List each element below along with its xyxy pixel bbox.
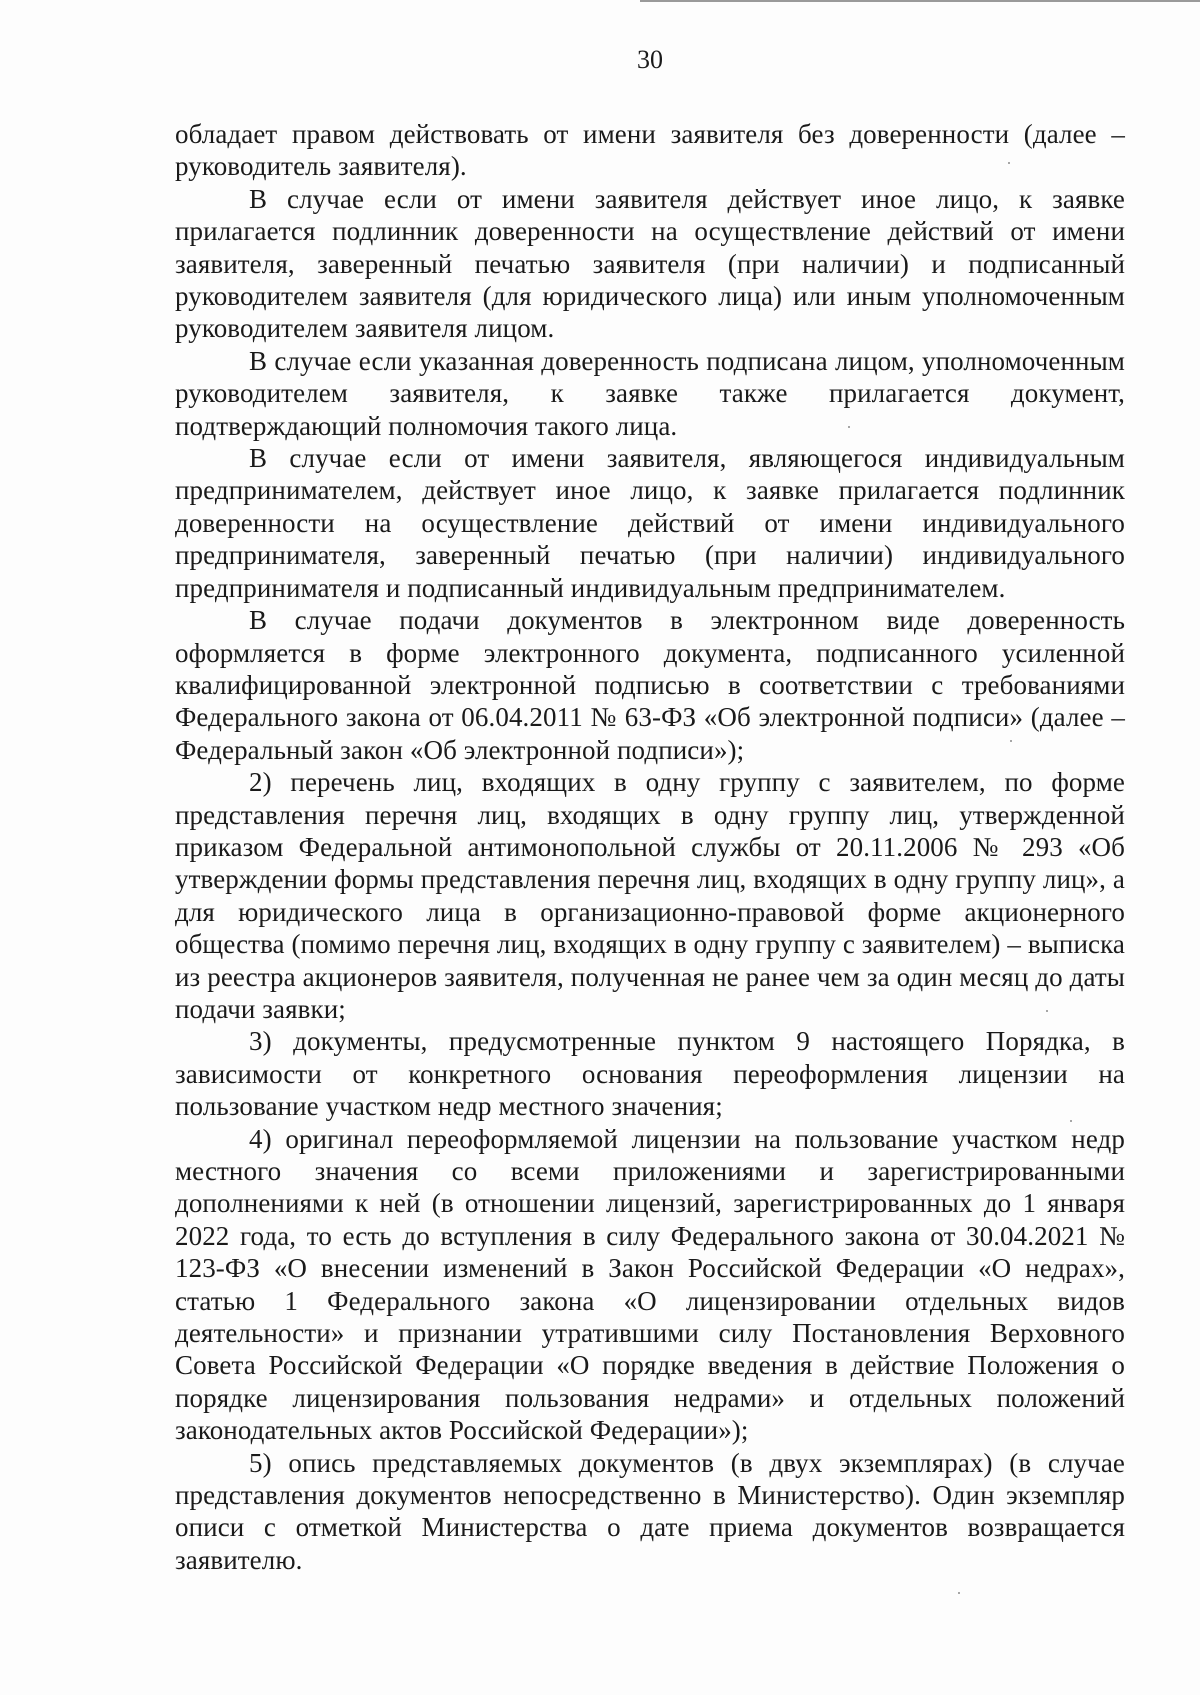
page-number: 30 [637,45,663,74]
scan-top-edge [640,0,1200,2]
scan-speck [1070,1120,1072,1122]
scan-speck [1010,740,1012,742]
paragraph-electronic-documents: В случае подачи документов в электронном виде доверенность оформляется в форме электронного документа, подписанного усиленной квалифицированной электронной подписью в соответствии с требованиями Федерального закона от 06.04.2011 № 63-ФЗ «Об электронной подписи» (далее – Федеральный закон «Об электронной подписи»); [175,605,1125,765]
list-item-4: 4) оригинал переоформляемой лицензии на пользование участком недр местного значения со всеми приложениями и зарегистрированными дополнениями к ней (в отношении лицензий, зарегистрированных до 1 января 2022 года, то есть до вступления в силу Федерального закона от 30.04.2021 № 123-ФЗ «О внесении изменений в Закон Российской Федерации «О недрах», статью 1 Федерального закона «О лицензировании отдельных видов деятельности» и признании утратившими силу Постановления Верховного Совета Российской Федерации «О порядке введения в действие Положения о порядке лицензирования пользования недрами» и отдельных положений законодательных актов Российской Федерации»); [175,1123,1125,1446]
paragraph-proxy-signed-by-authorized: В случае если указанная доверенность подписана лицом, уполномоченным руководителем заявителя, к заявке также прилагается документ, подтверждающий полномочия такого лица. [175,345,1125,441]
scan-speck [1008,162,1010,164]
scan-speck [1046,1010,1048,1012]
scan-speck [958,1592,960,1594]
paragraph-proxy-other-person: В случае если от имени заявителя действует иное лицо, к заявке прилагается подлинник доверенности на осуществление действий от имени заявителя, заверенный печатью заявителя (при наличии) и подписанный руководителем заявителя (для юридического лица) или иным уполномоченным руководителем заявителя лицом. [175,183,1125,344]
scan-speck [848,426,850,428]
list-item-2: 2) перечень лиц, входящих в одну группу с заявителем, по форме представления перечня лиц, входящих в одну группу лиц, утвержденной приказом Федеральной антимонопольной службы от 20.11.2006 № 293 «Об утверждении формы представления перечня лиц, входящих в одну группу лиц», а для юридического лица в организационно-правовой форме акционерного общества (помимо перечня лиц, входящих в одну группу с заявителем) – выписка из реестра акционеров заявителя, полученная не ранее чем за один месяц до даты подачи заявки; [175,767,1125,1024]
document-body [175,118,1125,1576]
paragraph-continuation: обладает правом действовать от имени заявителя без доверенности (далее – руководитель заявителя). [175,119,1125,182]
list-item-5: 5) опись представляемых документов (в двух экземплярах) (в случае представления документов непосредственно в Министерство). Один экземпляр описи с отметкой Министерства о дате приема документов возвращается заявителю. [175,1447,1125,1575]
paragraph-individual-entrepreneur: В случае если от имени заявителя, являющегося индивидуальным предпринимателем, действует иное лицо, к заявке прилагается подлинник доверенности на осуществление действий от имени индивидуального предпринимателя, заверенный печатью (при наличии) индивидуального предпринимателя и подписанный индивидуальным предпринимателем. [175,443,1125,603]
list-item-3: 3) документы, предусмотренные пунктом 9 настоящего Порядка, в зависимости от конкретного основания переоформления лицензии на пользование участком недр местного значения; [175,1026,1125,1122]
